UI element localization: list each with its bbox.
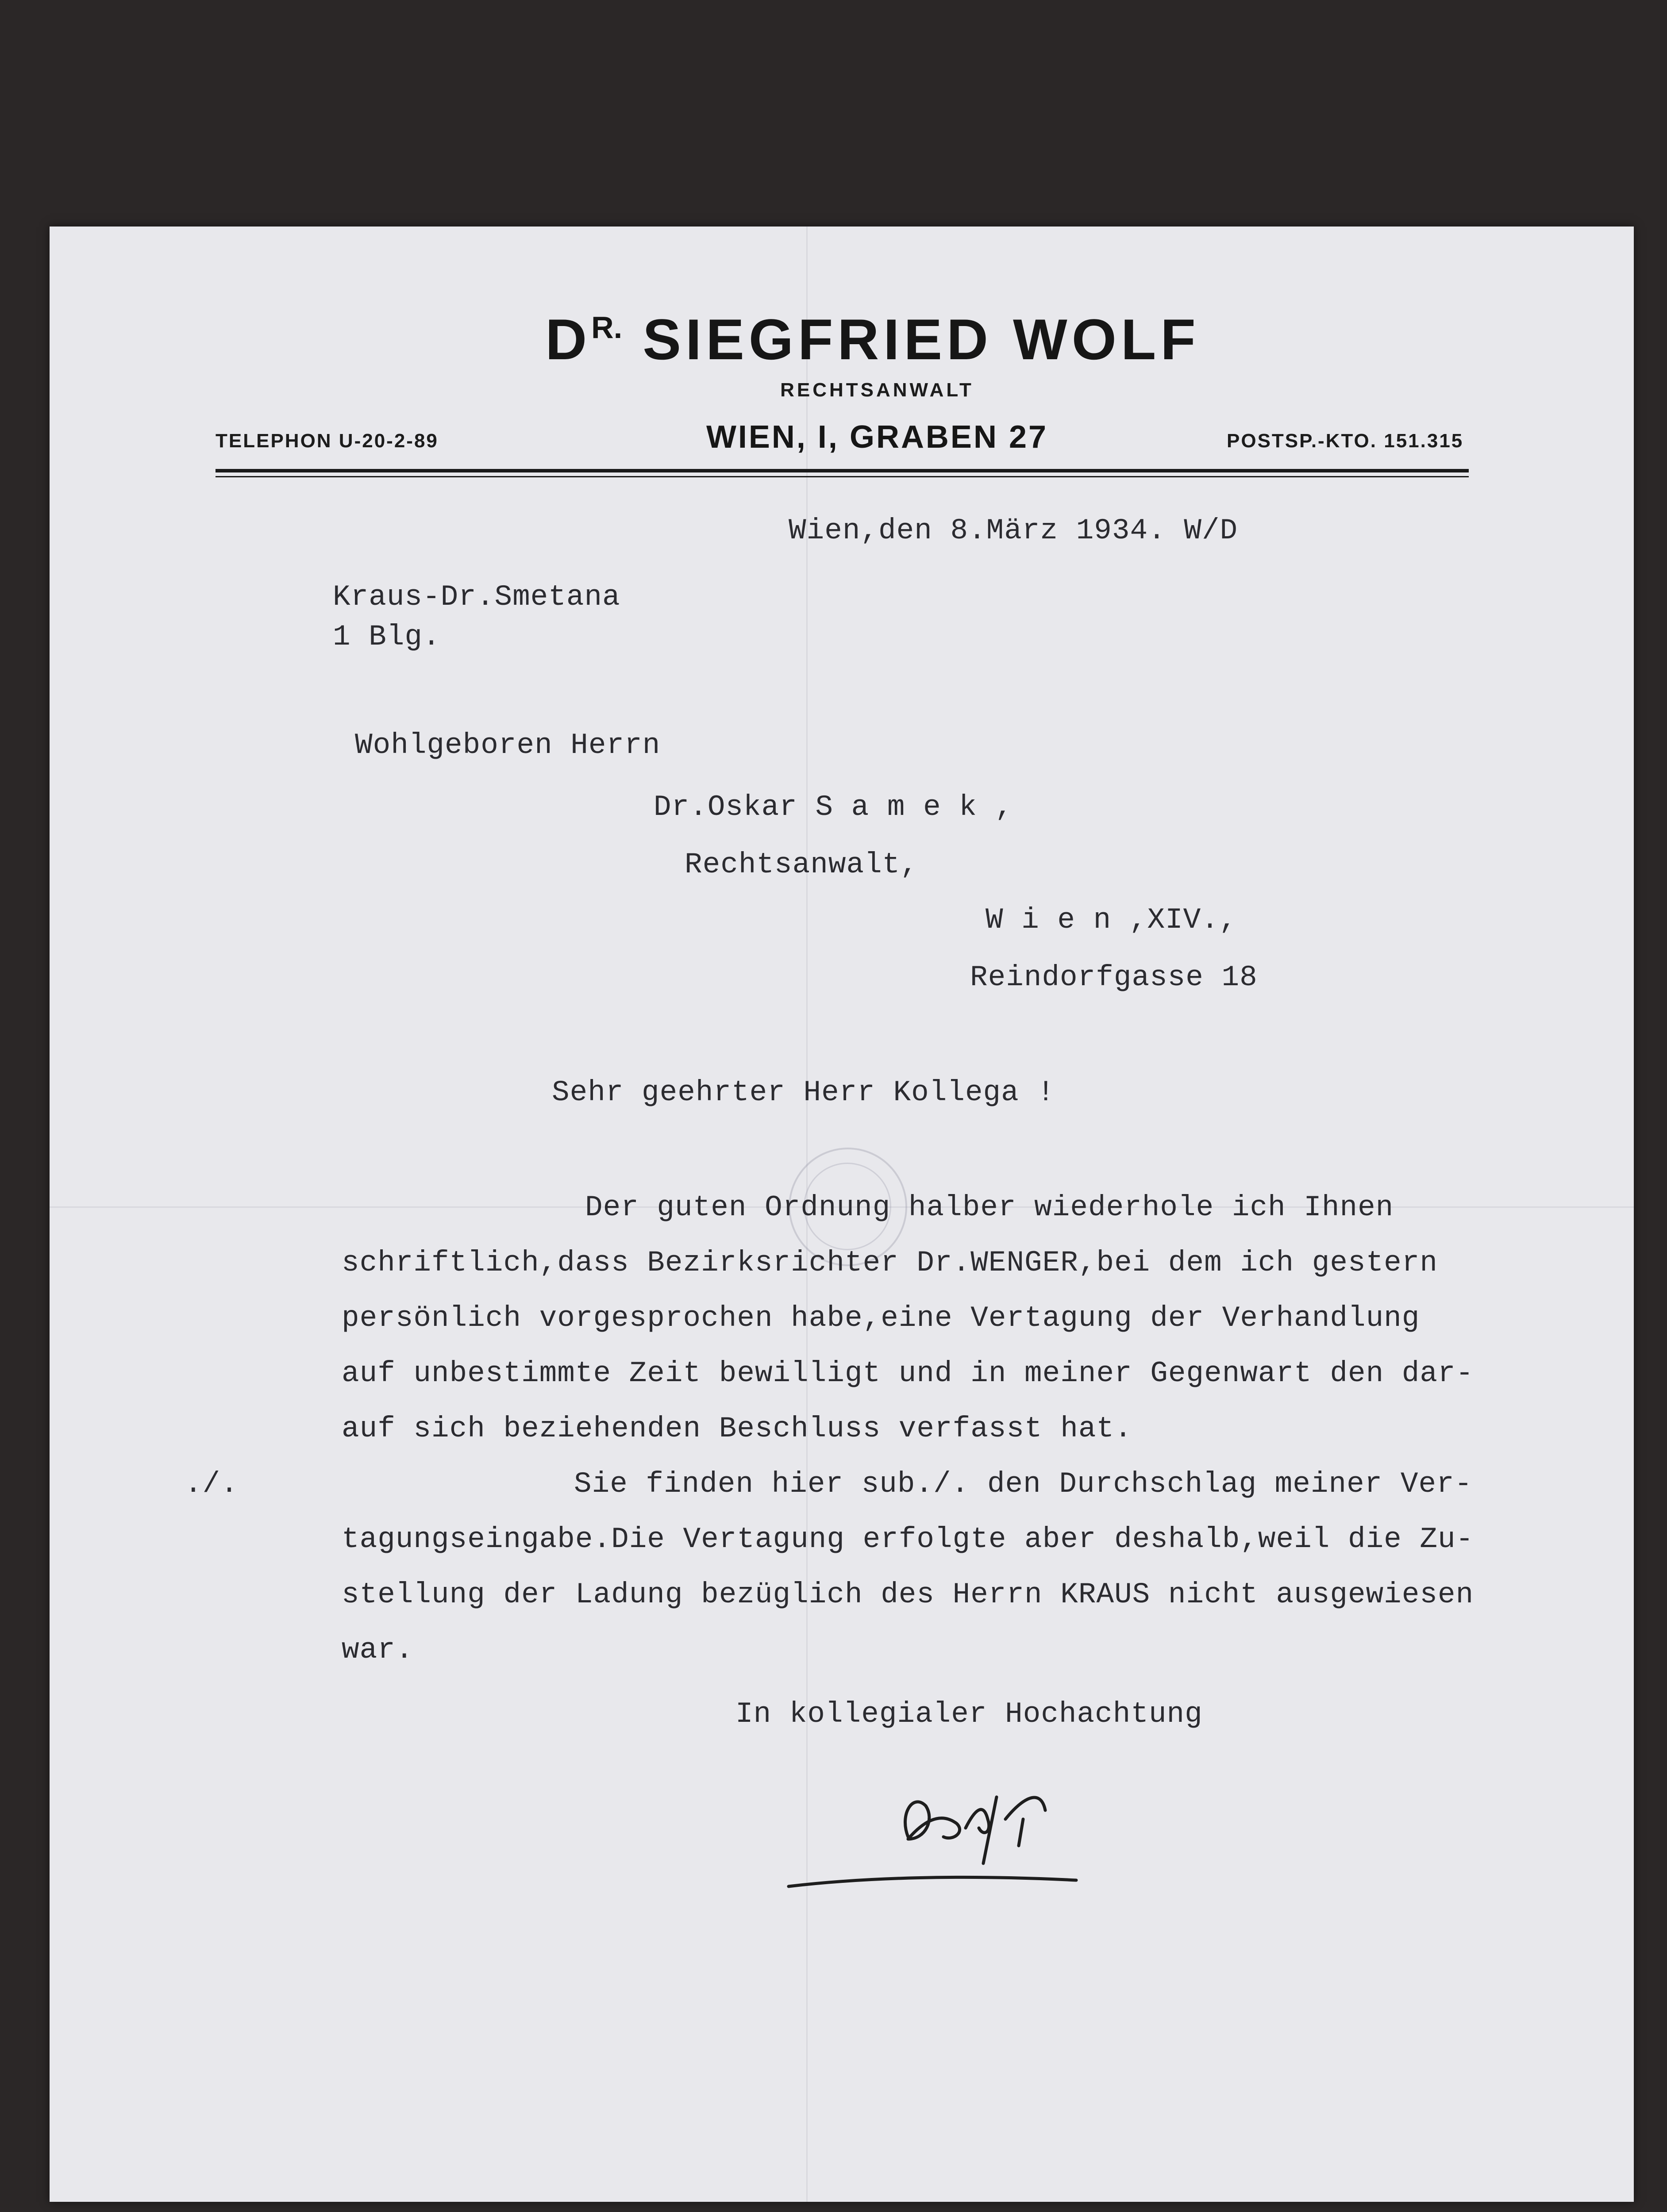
body-line: Sie finden hier sub./. den Durchschlag meiner Ver- [574, 1467, 1473, 1501]
recipient-street: Reindorfgasse 18 [970, 961, 1258, 994]
letterhead-profession: RECHTSANWALT [780, 379, 974, 401]
letterhead-phone: TELEPHON U-20-2-89 [216, 430, 439, 452]
letterhead-name [492, 306, 1253, 373]
body-line: persönlich vorgesprochen habe,eine Vertagung der Verhandlung [342, 1302, 1420, 1335]
body-line: auf unbestimmte Zeit bewilligt und in meiner Gegenwart den dar- [342, 1357, 1474, 1390]
recipient-name: Dr.Oskar S a m e k , [654, 791, 1013, 824]
body-line: war. [342, 1633, 414, 1667]
letterhead-name-sup: R. [591, 310, 623, 345]
body-line: stellung der Ladung bezüglich des Herrn KRAUS nicht ausgewiesen [342, 1578, 1474, 1611]
recipient-salutation-line: Wohlgeboren Herrn [355, 729, 661, 762]
body-line: auf sich beziehenden Beschluss verfasst hat. [342, 1412, 1132, 1445]
letterhead-rule-thin [216, 476, 1469, 477]
reference-line-1: Kraus-Dr.Smetana [333, 580, 620, 614]
body-line: schriftlich,dass Bezirksrichter Dr.WENGER,bei dem ich gestern [342, 1246, 1438, 1279]
letterhead-name-prefix: D [545, 307, 592, 372]
date-line: Wien,den 8.März 1934. W/D [789, 514, 1238, 547]
letter-sheet [50, 227, 1634, 2202]
closing: In kollegialer Hochachtung [735, 1697, 1203, 1731]
body-line: tagungseingabe.Die Vertagung erfolgte aber deshalb,weil die Zu- [342, 1523, 1474, 1556]
signature [775, 1762, 1138, 1894]
enclosure-mark: ./. [185, 1467, 239, 1501]
reference-line-2: 1 Blg. [333, 620, 441, 653]
letterhead-address: WIEN, I, GRABEN 27 [706, 419, 1048, 455]
recipient-title: Rechtsanwalt, [685, 848, 918, 881]
letterhead-rule [216, 469, 1469, 472]
greeting: Sehr geehrter Herr Kollega ! [552, 1076, 1055, 1109]
recipient-city: W i e n ,XIV., [986, 903, 1237, 937]
letterhead-postal-account: POSTSP.-KTO. 151.315 [1227, 430, 1464, 452]
letterhead-name-text: SIEGFRIED WOLF [643, 307, 1200, 372]
body-line: Der guten Ordnung halber wiederhole ich Ihnen [585, 1191, 1394, 1224]
